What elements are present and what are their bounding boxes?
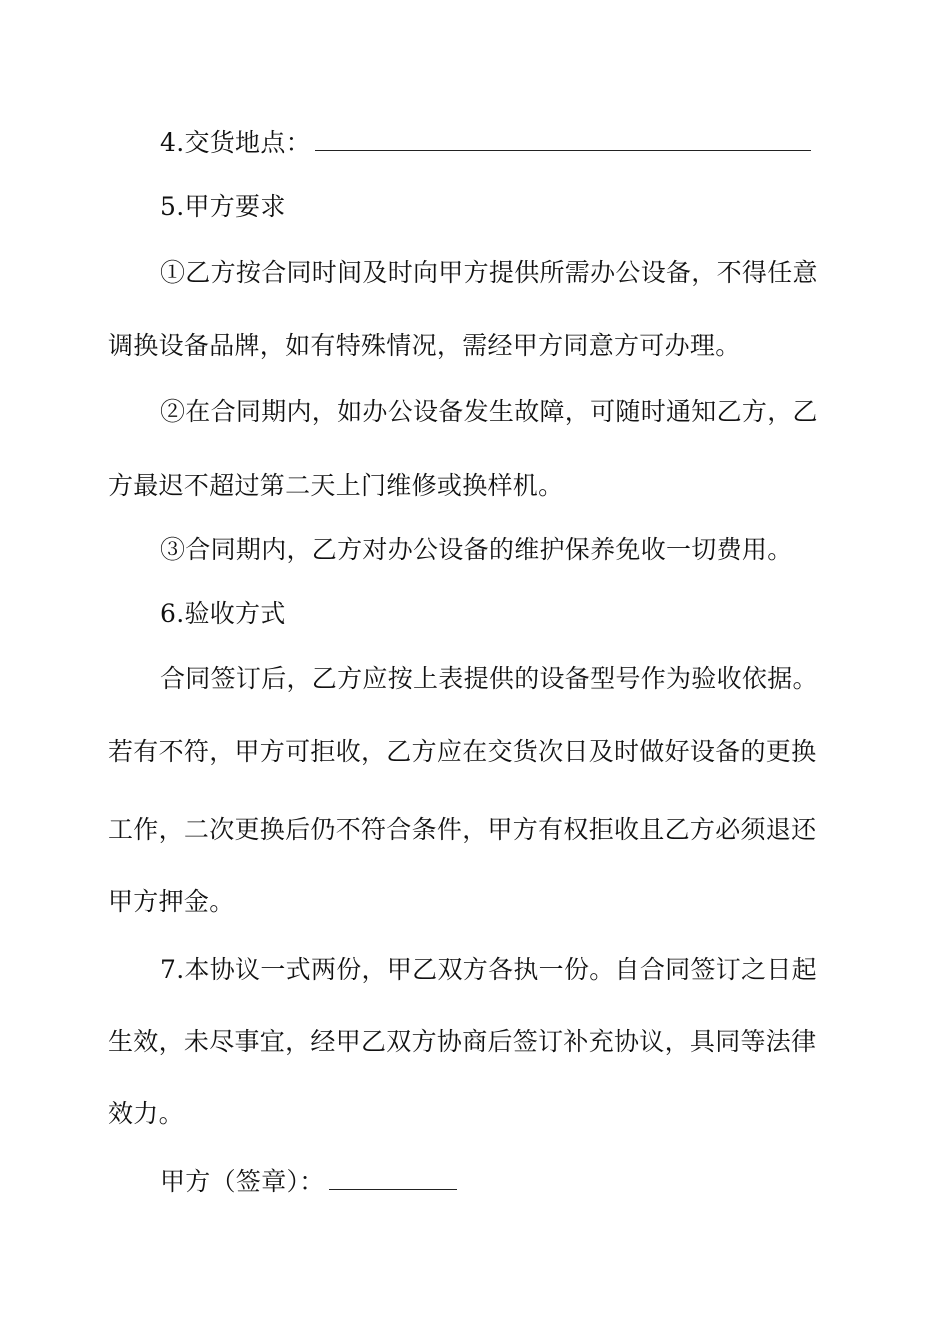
acceptance-line-1: 合同签订后，乙方应按上表提供的设备型号作为验收依据。	[160, 664, 818, 693]
delivery-location-line	[160, 126, 828, 160]
section-7-line-1: 7.本协议一式两份，甲乙双方各执一份。自合同签订之日起	[160, 955, 817, 984]
acceptance-line-4: 甲方押金。	[108, 887, 235, 916]
clause-1-line-2: 调换设备品牌，如有特殊情况，需经甲方同意方可办理。	[108, 331, 741, 360]
delivery-location-blank	[315, 130, 811, 151]
party-a-signature-blank	[329, 1169, 457, 1190]
clause-2-line-2: 方最迟不超过第二天上门维修或换样机。	[108, 471, 564, 500]
section-7-line-3: 效力。	[108, 1099, 184, 1128]
section-6-heading: 6.验收方式	[160, 599, 286, 628]
delivery-location-label: 4.交货地点：	[160, 128, 311, 157]
party-a-signature-line	[160, 1165, 828, 1199]
acceptance-line-2: 若有不符，甲方可拒收，乙方应在交货次日及时做好设备的更换	[108, 737, 817, 766]
party-a-signature-label: 甲方（签章）：	[160, 1167, 325, 1196]
clause-2-line-1: ②在合同期内，如办公设备发生故障，可随时通知乙方，乙	[160, 397, 818, 426]
section-7-line-2: 生效，未尽事宜，经甲乙双方协商后签订补充协议，具同等法律	[108, 1027, 817, 1056]
clause-3-line: ③合同期内，乙方对办公设备的维护保养免收一切费用。	[160, 535, 793, 564]
section-5-heading: 5.甲方要求	[160, 192, 286, 221]
clause-1-line-1: ①乙方按合同时间及时向甲方提供所需办公设备，不得任意	[160, 258, 818, 287]
acceptance-line-3: 工作，二次更换后仍不符合条件，甲方有权拒收且乙方必须退还	[108, 815, 817, 844]
